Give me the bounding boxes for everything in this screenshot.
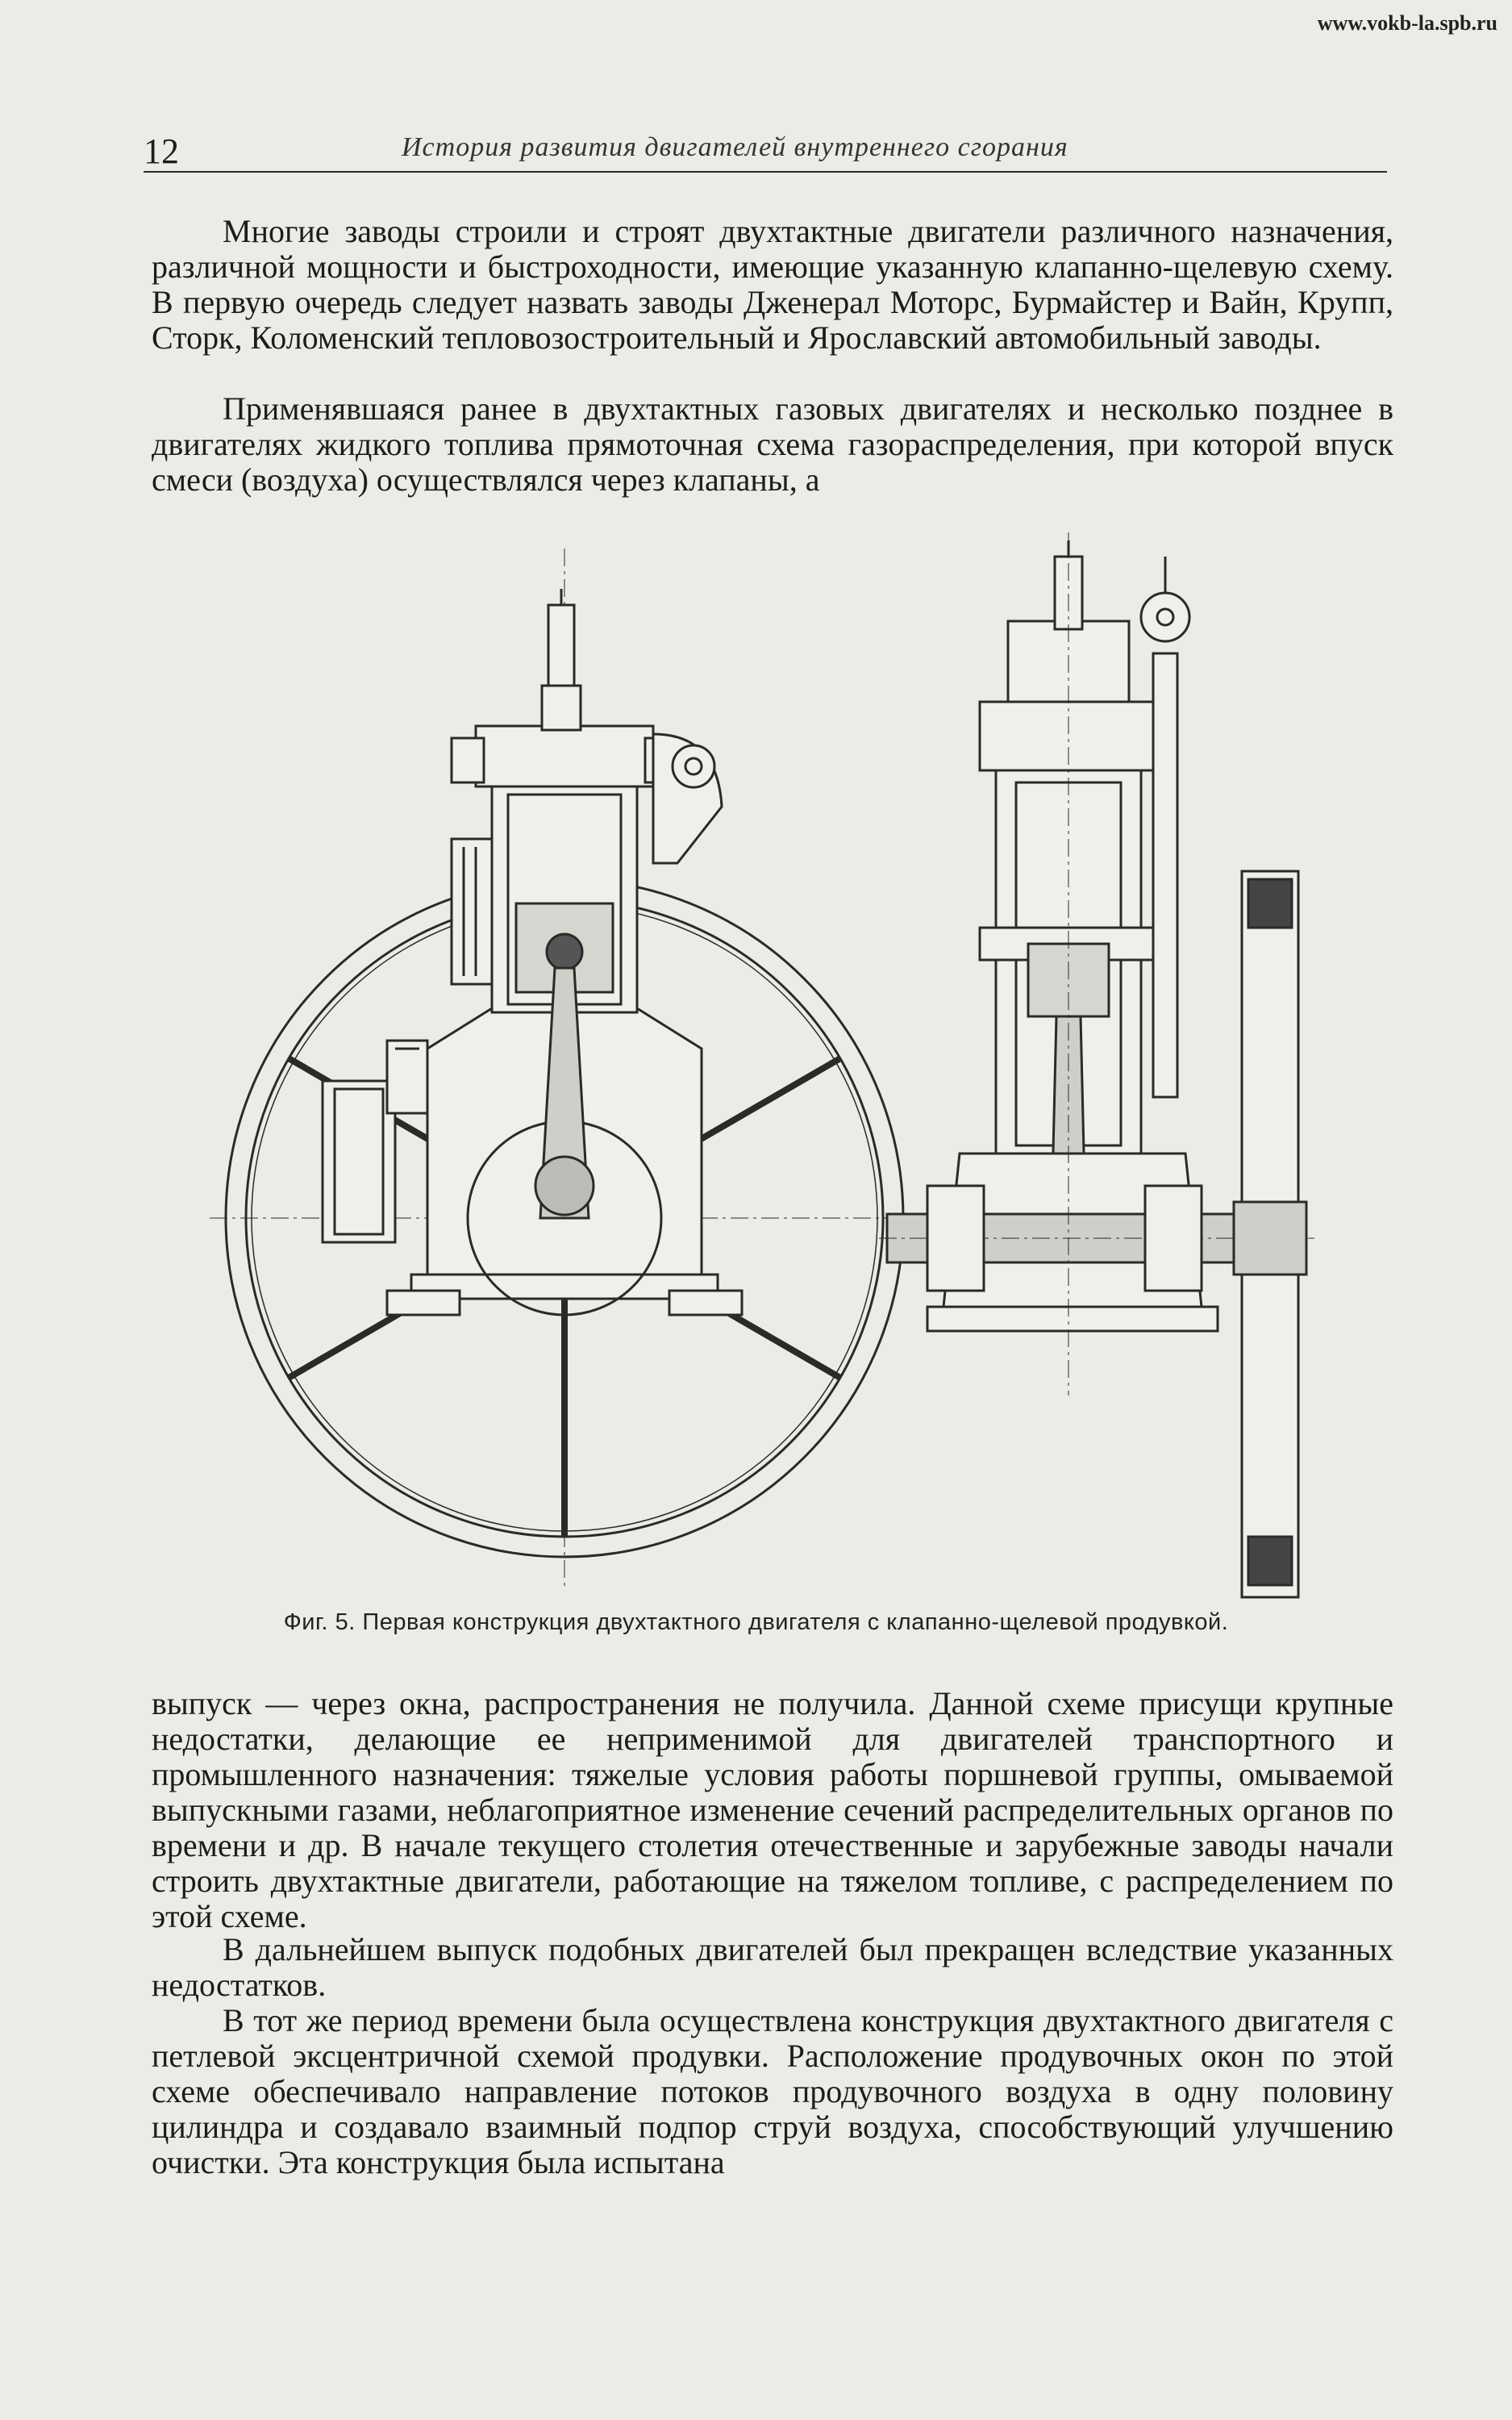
paragraph: В дальнейшем выпуск подобных двигателей был прекращен вследствие указанных недостатков. (152, 1931, 1393, 2003)
site-watermark: www.vokb-la.spb.ru (1317, 11, 1497, 35)
flywheel-side-view (1234, 871, 1306, 1597)
figure-caption: Фиг. 5. Первая конструкция двухтактного двигателя с клапанно-щелевой продувкой. (283, 1609, 1229, 1635)
page-number: 12 (144, 131, 179, 171)
engine-drawing (185, 524, 1331, 1605)
paragraph: Многие заводы строили и строят двухтактные двигатели различного назначения, различной мощности и быстроходности, имеющие указанную клапанно-щелевую схему. В первую очередь следует назвать заводы Дженерал Моторс, Бурмайстер и Вайн, Крупп, Сторк, Коломенский тепловозостроительный и Ярославский автомобильный заводы. (152, 213, 1393, 356)
cylinder-left (323, 589, 742, 1315)
paragraph: Применявшаяся ранее в двухтактных газовых двигателях и несколько позднее в двигателях жидкого топлива прямоточная схема газораспределения, при которой впуск смеси (воздуха) осуществлялся через клапаны, а (152, 390, 1393, 498)
engine-cross-section-figure (185, 524, 1331, 1605)
paragraph: выпуск — через окна, распространения не получила. Данной схеме присущи крупные недостатки, делающие ее неприменимой для двигателей транспортного и промышленного назначения: тяжелые условия работы поршневой группы, омываемой выпускными газами, неблагоприятное изменение сечений распределительных органов по времени и др. В начале текущего столетия отечественные и зарубежные заводы начали строить двухтактные двигатели, работающие на тяжелом топливе, с распределением по этой схеме. (152, 1685, 1393, 1934)
running-title: История развития двигателей внутреннего сгорания (402, 132, 1068, 162)
running-header (144, 123, 1387, 173)
paragraph: В тот же период времени была осуществлена конструкция двухтактного двигателя с петлевой эксцентричной схемой продувки. Расположение продувочных окон по этой схеме обеспечивало направление потоков продувочного воздуха в одну половину цилиндра и создавало взаимный подпор струй воздуха, способствующий улучшению очистки. Эта конструкция была испытана (152, 2002, 1393, 2180)
